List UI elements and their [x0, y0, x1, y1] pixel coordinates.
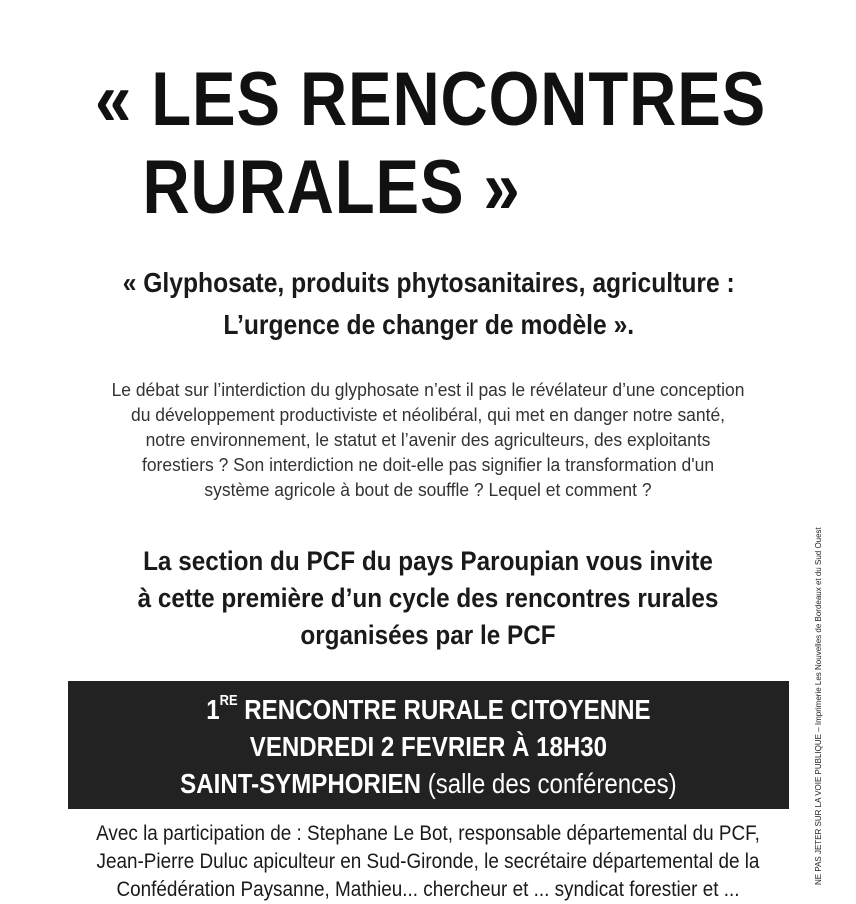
event-ordinal: 1 [206, 694, 220, 725]
invite-line: organisées par le PCF [300, 620, 556, 650]
event-banner [68, 681, 789, 809]
intro-line: du développement productiviste et néolibéral, qui met en danger notre santé, [130, 405, 726, 425]
subtitle [52, 262, 805, 346]
participation-line: Confédération Paysanne, Mathieu... chercheur et ... syndicat forestier et ... [116, 878, 740, 901]
title-line-1: « LES RENCONTRES [95, 57, 767, 142]
event-venue-note: (salle des conférences) [421, 768, 677, 799]
intro-line: notre environnement, le statut et l’avenir des agriculteurs, des exploitants [145, 430, 711, 450]
invitation-text [43, 543, 813, 654]
event-date: VENDREDI 2 FEVRIER À 18H30 [249, 731, 608, 762]
intro-line: Le débat sur l’interdiction du glyphosate n’est il pas le révélateur d’une conception [111, 380, 745, 400]
event-location [118, 765, 738, 802]
poster-title [60, 56, 796, 232]
event-title-rest: RENCONTRE RURALE CITOYENNE [237, 694, 651, 725]
participation-paragraph [43, 820, 813, 904]
intro-paragraph [52, 378, 805, 503]
printer-imprint: NE PAS JETER SUR LA VOIE PUBLIQUE – Imprimerie Les Nouvelles de Bordeaux et du Sud Ouest [814, 527, 823, 885]
invite-line: La section du PCF du pays Paroupian vous invite [143, 546, 713, 576]
event-venue: SAINT-SYMPHORIEN [180, 768, 422, 799]
invite-line: à cette première d’un cycle des rencontres rurales [137, 583, 719, 613]
intro-line: système agricole à bout de souffle ? Lequel et comment ? [204, 480, 652, 500]
subtitle-line-2: L’urgence de changer de modèle ». [223, 309, 635, 340]
participation-line: Jean-Pierre Duluc apiculteur en Sud-Gironde, le secrétaire départemental de la [96, 850, 760, 873]
participation-line: Avec la participation de : Stephane Le Bot, responsable départemental du PCF, [96, 822, 760, 845]
title-line-2: RURALES » [142, 145, 521, 230]
event-ordinal-suffix: RE [219, 692, 238, 709]
subtitle-line-1: « Glyphosate, produits phytosanitaires, agriculture : [122, 267, 735, 298]
event-title [118, 691, 738, 728]
intro-line: forestiers ? Son interdiction ne doit-elle pas signifier la transformation d'un [141, 455, 715, 475]
